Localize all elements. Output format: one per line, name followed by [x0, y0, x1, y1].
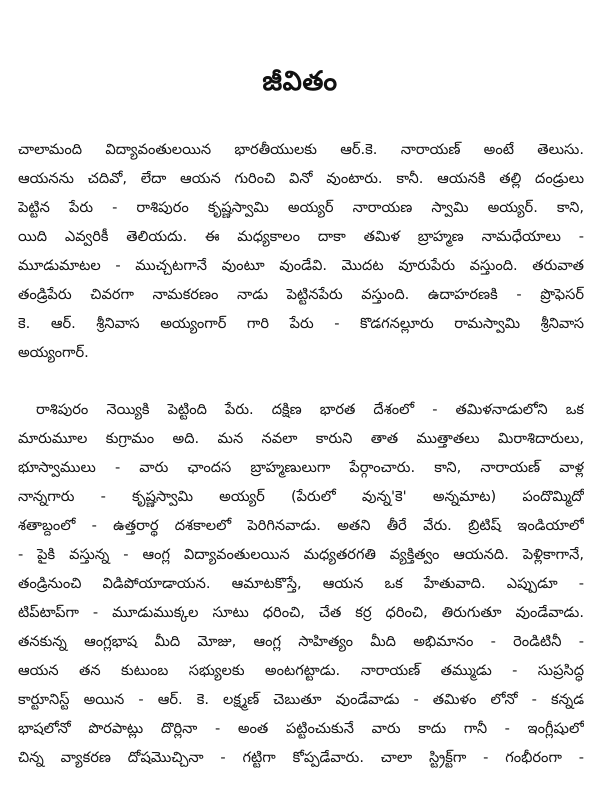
text-line: - పైకి వస్తున్న - ఆంగ్ల విద్యావంతులయిన మధ్యతరగతి వ్యక్తిత్వం ఆయనది. పెళ్లికాగానే,	[18, 546, 584, 563]
text-line: తండ్రినుంచి విడిపోయాడాయన. ఆమాటకొస్తే, ఆయన ఒక హేతువాది. ఎప్పుడూ -	[18, 575, 584, 592]
page-title: జీవితం	[262, 66, 338, 98]
text-line: పెట్టిన పేరు - రాశిపురం కృష్ణస్వామి అయ్యర్ నారాయణ స్వామి అయ్యర్. కాని,	[18, 199, 584, 216]
text-line: చాలామంది విద్యావంతులయిన భారతీయులకు ఆర్.కె. నారాయణ్ అంటే తెలుసు.	[18, 141, 584, 158]
paragraph-2	[18, 395, 584, 772]
text-line: యిది ఎవ్వరికీ తెలియదు. ఈ మధ్యకాలం దాకా తమిళ బ్రాహ్మణ నామధేయాలు -	[18, 228, 584, 245]
text-line: తనకున్న ఆంగ్లభాష మీది మోజు, ఆంగ్ల సాహిత్యం మీది అభిమానం - రెండిటినీ -	[18, 633, 584, 650]
text-line: మూడుమాటల - ముచ్చటగానే వుంటూ వుండేవి. మొదట వూరుపేరు వస్తుంది. తరువాత	[18, 257, 584, 274]
text-line: ఆయనను చదివో, లేదా ఆయన గురించి వినో వుంటారు. కానీ. ఆయనకి తల్లి దండ్రులు	[18, 170, 584, 187]
text-line: ఆయన తన కుటుంబ సభ్యులకు అంటగట్టాడు. నారాయణ్ తమ్ముడు - సుప్రసిద్ధ	[18, 662, 584, 679]
text-line: కె. ఆర్. శ్రీనివాస అయ్యంగార్ గారి పేరు - కొడగనల్లూరు రామస్వామి శ్రీనివాస	[18, 315, 584, 332]
text-line: చిన్న వ్యాకరణ దోషమొచ్చినా - గట్టిగా కోప్పడేవారు. చాలా స్ట్రిక్ట్‌గా - గంభీరంగా -	[18, 749, 584, 766]
text-line: టిప్‌టాప్‌గా - మూడుముక్కల సూటు ధరించి, చేత కర్ర ధరించి, తిరుగుతూ వుండేవాడు.	[18, 604, 584, 621]
text-line: నాన్నగారు - కృష్ణస్వామి అయ్యర్ (పేరులో వున్న'కె' అన్నమాట) పందొమ్మిదో	[18, 488, 584, 505]
text-line: భూస్వాములు - వారు ఛాందస బ్రాహ్మణులుగా పేర్గాంచారు. కాని, నారాయణ్ వాళ్ల	[18, 459, 584, 476]
text-line: కార్టూనిస్ట్ అయిన - ఆర్. కె. లక్ష్మణ్ చెబుతూ వుండేవాడు - తమిళం లోనో - కన్నడ	[18, 691, 584, 708]
text-line: మారుమూల కుగ్రామం అది. మన నవలా కారుని తాత ముత్తాతలు మిరాశిదారులు,	[18, 430, 584, 447]
text-line: తండ్రిపేరు చివరగా నామకరణం నాడు పెట్టినపేరు వస్తుంది. ఉదాహరణకి - ప్రొఫెసర్	[18, 286, 584, 303]
text-line: రాశిపురం నెయ్యికి పెట్టింది పేరు. దక్షిణ భారత దేశంలో - తమిళనాడులోని ఒక	[36, 401, 584, 418]
text-line: భాషలోనో పొరపాట్లు దొర్లినా - అంత పట్టించుకునే వారు కాదు గానీ - ఇంగ్లీషులో	[18, 720, 584, 737]
paragraph-1	[18, 135, 584, 367]
text-line: శతాబ్దంలో - ఉత్తరార్థ దశకాలలో పెరిగినవాడు. అతని తీరే వేరు. బ్రిటిష్ ఇండియాలో	[18, 517, 584, 534]
text-line: అయ్యంగార్.	[18, 344, 89, 361]
